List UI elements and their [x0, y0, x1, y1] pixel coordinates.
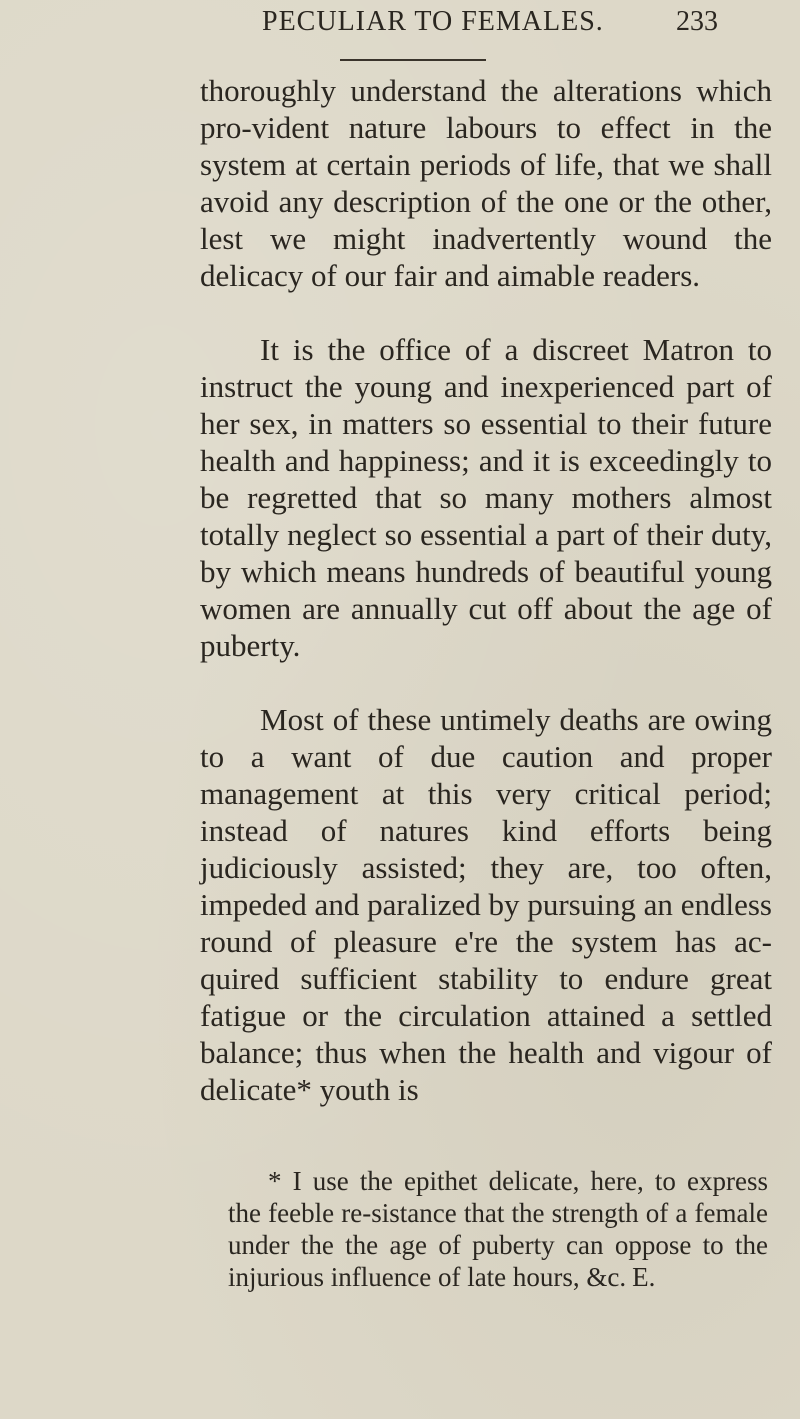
running-title: PECULIAR TO FEMALES.: [262, 6, 604, 37]
running-head: [0, 6, 800, 46]
paragraph-continued: thoroughly understand the alterations which pro-vident nature labours to effect in the system at certain periods of life, that we shall avoid any description of the one or the other, lest we might inadvertently wound the delicacy of our fair and aimable readers.: [200, 73, 772, 293]
footnote-text: * I use the epithet delicate, here, to express the feeble re-sistance that the strength of a female under the the age of puberty can oppose to the injurious influence of late hours, &c.: [228, 1166, 768, 1292]
page-number: 233: [676, 6, 718, 37]
body-text: [200, 72, 772, 1145]
footnote-signature: E.: [632, 1262, 656, 1292]
paragraph-untimely-deaths: Most of these untimely deaths are owing to a want of due caution and proper management at this very critical period; instead of natures kind efforts being judiciously assisted; they are, too often, impeded and paralized by pursuing an endless round of pleasure e're the system has ac-quired sufficient stability to endure great fatigue or the circulation attained a settled balance; thus when the health and vigour of delicate* youth is: [200, 702, 772, 1107]
footnote: [228, 1165, 768, 1293]
header-rule: [340, 59, 486, 61]
paragraph-matron: It is the office of a discreet Matron to instruct the young and inexperienced part of her sex, in matters so essential to their future health and happiness; and it is exceedingly to be regretted that so many mothers almost totally neglect so essential a part of their duty, by which means hundreds of beautiful young women are annually cut off about the age of puberty.: [200, 332, 772, 663]
